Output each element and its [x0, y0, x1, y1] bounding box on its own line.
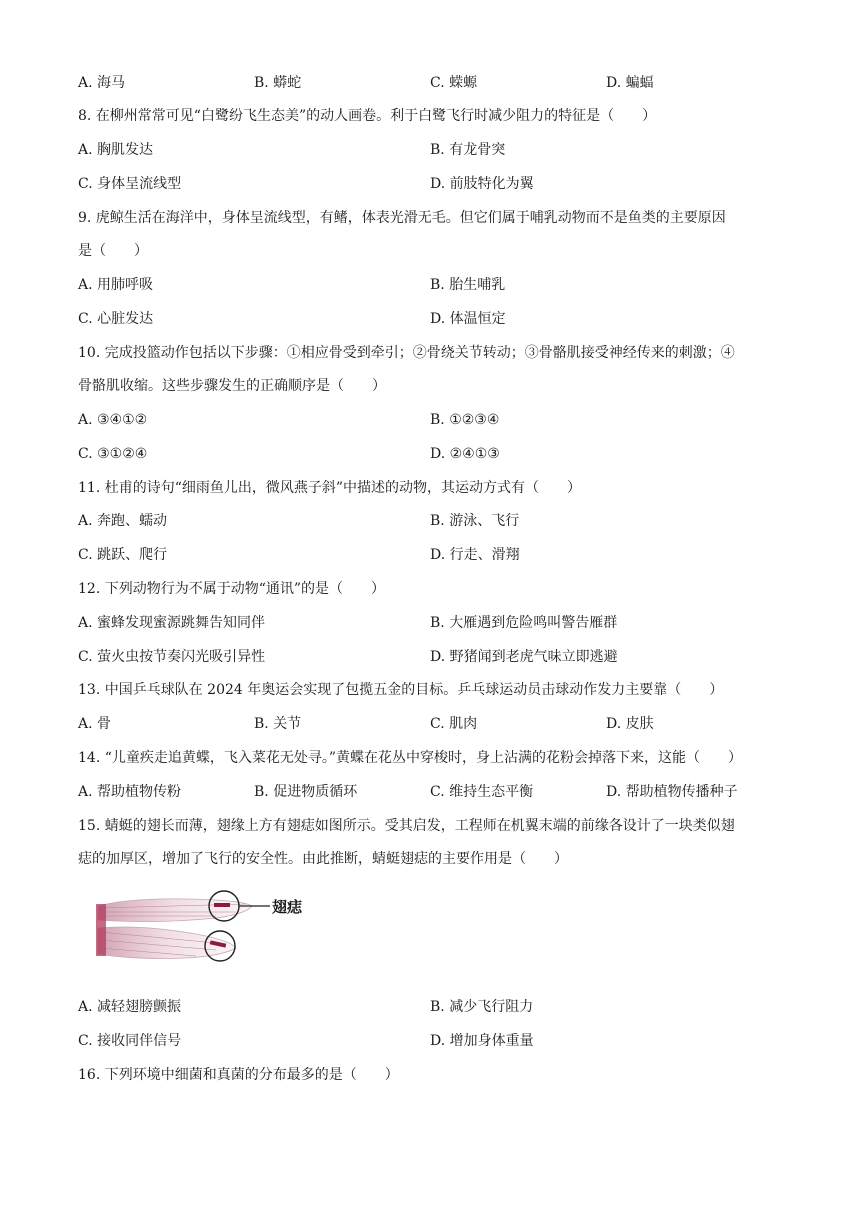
q12-option-a: A. 蜜蜂发现蜜源跳舞告知同伴: [78, 615, 266, 631]
q13-option-c: C. 肌肉: [430, 716, 478, 732]
q13-stem: 13. 中国乒乓球队在 2024 年奥运会实现了包揽五金的目标。乒乓球运动员击球动作发力主要靠（ ）: [78, 682, 724, 698]
q15-stem-line1: 15. 蜻蜓的翅长而薄，翅缘上方有翅痣如图所示。受其启发，工程师在机翼末端的前缘各设计了一块类似翅: [78, 818, 735, 834]
q10-stem-line2: 骨骼肌收缩。这些步骤发生的正确顺序是（ ）: [78, 378, 386, 394]
q15-option-d: D. 增加身体重量: [430, 1033, 534, 1049]
q11-option-b: B. 游泳、飞行: [430, 513, 520, 529]
q15-option-b: B. 减少飞行阻力: [430, 999, 534, 1015]
q10-option-c: C. ③①②④: [78, 446, 148, 462]
q7-option-d: D. 蝙蝠: [606, 75, 654, 91]
q15-option-c: C. 接收同伴信号: [78, 1033, 182, 1049]
q10-option-d: D. ②④①③: [430, 446, 500, 462]
q7-option-a: A. 海马: [78, 75, 126, 91]
q12-option-b: B. 大雁遇到危险鸣叫警告雁群: [430, 615, 618, 631]
q9-option-a: A. 用肺呼吸: [78, 277, 154, 293]
q11-option-d: D. 行走、滑翔: [430, 547, 520, 563]
q11-option-a: A. 奔跑、蠕动: [78, 513, 168, 529]
q10-option-a: A. ③④①②: [78, 412, 148, 428]
q8-option-a: A. 胸肌发达: [78, 142, 154, 158]
q12-option-d: D. 野猪闻到老虎气味立即逃避: [430, 649, 618, 665]
q10-stem-line1: 10. 完成投篮动作包括以下步骤：①相应骨受到牵引；②骨绕关节转动；③骨骼肌接受神经传来的刺激；④: [78, 345, 735, 361]
q14-option-c: C. 维持生态平衡: [430, 784, 534, 800]
q9-stem-line1: 9. 虎鲸生活在海洋中，身体呈流线型，有鳍，体表光滑无毛。但它们属于哺乳动物而不是鱼类的主要原因: [78, 210, 726, 226]
q9-option-d: D. 体温恒定: [430, 311, 506, 327]
figure-label-pterostigma: 翅痣: [272, 898, 303, 916]
q14-option-d: D. 帮助植物传播种子: [606, 784, 738, 800]
q9-option-b: B. 胎生哺乳: [430, 277, 506, 293]
q8-option-b: B. 有龙骨突: [430, 142, 506, 158]
q9-stem-line2: 是（ ）: [78, 243, 148, 259]
q7-option-b: B. 蟒蛇: [254, 75, 302, 91]
q9-option-c: C. 心脏发达: [78, 311, 154, 327]
q13-option-a: A. 骨: [78, 716, 112, 732]
q13-option-b: B. 关节: [254, 716, 302, 732]
q16-stem: 16. 下列环境中细菌和真菌的分布最多的是（ ）: [78, 1067, 399, 1083]
q13-option-d: D. 皮肤: [606, 716, 654, 732]
q12-option-c: C. 萤火虫按节奏闪光吸引异性: [78, 649, 266, 665]
q7-option-c: C. 蝾螈: [430, 75, 478, 91]
q8-option-c: C. 身体呈流线型: [78, 176, 182, 192]
q14-option-b: B. 促进物质循环: [254, 784, 358, 800]
q11-option-c: C. 跳跃、爬行: [78, 547, 168, 563]
q11-stem: 11. 杜甫的诗句“细雨鱼儿出，微风燕子斜”中描述的动物，其运动方式有（ ）: [78, 480, 582, 496]
q15-stem-line2: 痣的加厚区，增加了飞行的安全性。由此推断，蜻蜓翅痣的主要作用是（ ）: [78, 851, 568, 867]
q12-stem: 12. 下列动物行为不属于动物“通讯”的是（ ）: [78, 581, 386, 597]
q14-option-a: A. 帮助植物传粉: [78, 784, 182, 800]
q8-stem: 8. 在柳州常常可见“白鹭纷飞生态美”的动人画卷。利于白鹭飞行时减少阻力的特征是（ ）: [78, 108, 657, 124]
pterostigma-upper: [214, 903, 230, 907]
q10-option-b: B. ①②③④: [430, 412, 500, 428]
q8-option-d: D. 前肢特化为翼: [430, 176, 534, 192]
q14-stem: 14. “儿童疾走追黄蝶，飞入菜花无处寻。”黄蝶在花丛中穿梭时，身上沾满的花粉会掉落下来，这能（ ）: [78, 750, 743, 766]
q15-option-a: A. 减轻翅膀颤振: [78, 999, 182, 1015]
